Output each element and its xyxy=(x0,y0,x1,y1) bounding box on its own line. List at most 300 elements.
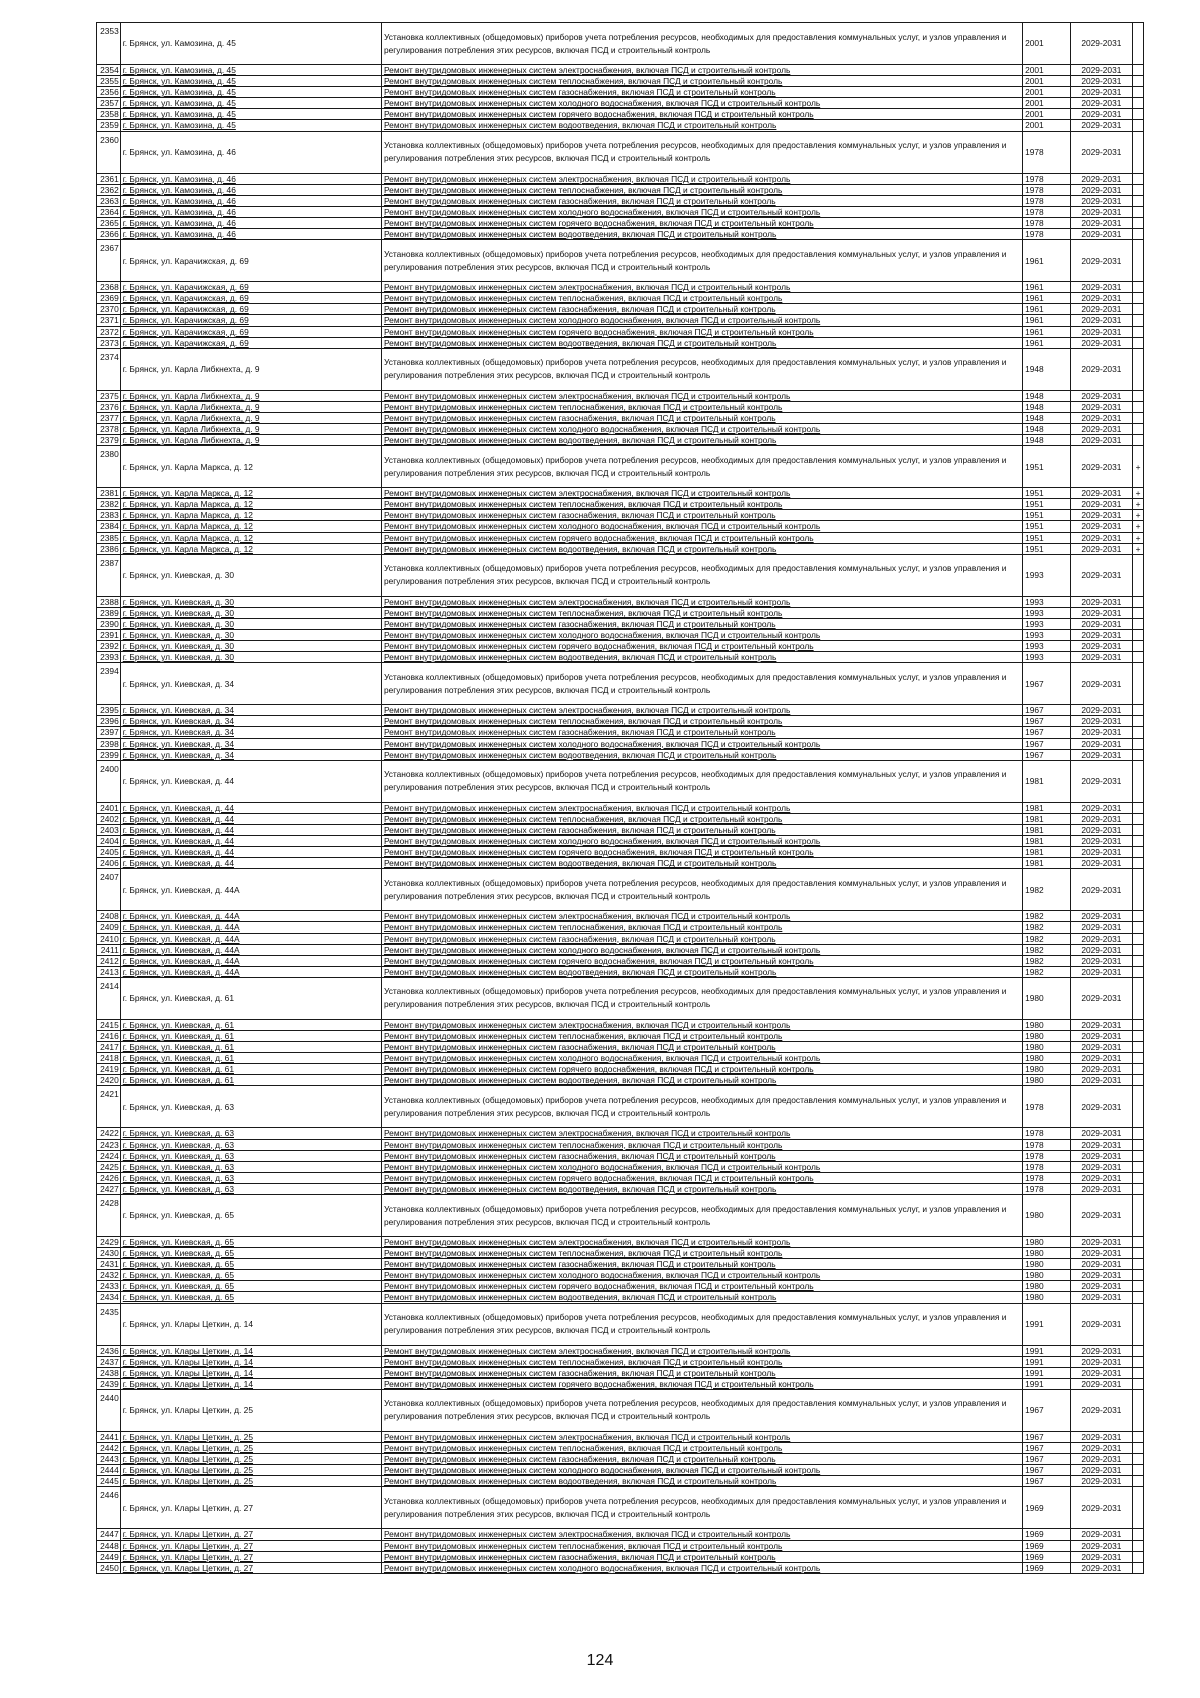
year-built-cell: 1967 xyxy=(1023,663,1070,705)
row-number-cell: 2363 xyxy=(97,195,121,206)
planned-period-cell: 2029-2031 xyxy=(1070,1367,1133,1378)
year-built-cell: 1980 xyxy=(1023,1053,1070,1064)
mark-cell xyxy=(1133,1345,1144,1356)
work-type-cell: Установка коллективных (общедомовых) приборов учета потребления ресурсов, необходимых для предоставления коммунальных услуг, и узлов управления и регулирования потребления этих ресурсов, включая ПСД и строительный контроль xyxy=(381,663,1022,705)
table-row xyxy=(97,1465,1144,1476)
row-number-cell: 2393 xyxy=(97,652,121,663)
mark-cell xyxy=(1133,76,1144,87)
mark-cell xyxy=(1133,1139,1144,1150)
work-type-cell: Ремонт внутридомовых инженерных систем холодного водоснабжения, включая ПСД и строительный контроль xyxy=(381,630,1022,641)
year-built-cell: 1978 xyxy=(1023,173,1070,184)
address-cell: г. Брянск, ул. Камозина, д. 45 xyxy=(120,120,381,131)
mark-cell xyxy=(1133,1465,1144,1476)
row-number-cell: 2439 xyxy=(97,1378,121,1389)
mark-cell xyxy=(1133,966,1144,977)
year-built-cell: 1961 xyxy=(1023,282,1070,293)
work-type-cell: Ремонт внутридомовых инженерных систем горячего водоснабжения, включая ПСД и строительный контроль xyxy=(381,109,1022,120)
work-type-cell: Установка коллективных (общедомовых) приборов учета потребления ресурсов, необходимых для предоставления коммунальных услуг, и узлов управления и регулирования потребления этих ресурсов, включая ПСД и строительный контроль xyxy=(381,554,1022,596)
planned-period-cell: 2029-2031 xyxy=(1070,87,1133,98)
planned-period-cell: 2029-2031 xyxy=(1070,98,1133,109)
year-built-cell: 1961 xyxy=(1023,293,1070,304)
year-built-cell: 1980 xyxy=(1023,1270,1070,1281)
year-built-cell: 1948 xyxy=(1023,401,1070,412)
table-row xyxy=(97,206,1144,217)
row-number-cell: 2436 xyxy=(97,1345,121,1356)
year-built-cell: 1969 xyxy=(1023,1487,1070,1529)
work-type-cell: Ремонт внутридомовых инженерных систем электроснабжения, включая ПСД и строительный контроль xyxy=(381,173,1022,184)
year-built-cell: 1982 xyxy=(1023,933,1070,944)
mark-cell xyxy=(1133,195,1144,206)
row-number-cell: 2374 xyxy=(97,348,121,390)
row-number-cell: 2401 xyxy=(97,802,121,813)
row-number-cell: 2395 xyxy=(97,705,121,716)
year-built-cell: 1980 xyxy=(1023,1030,1070,1041)
address-cell: г. Брянск, ул. Клары Цеткин, д. 25 xyxy=(120,1431,381,1442)
address-cell: г. Брянск, ул. Киевская, д. 30 xyxy=(120,641,381,652)
work-type-cell: Ремонт внутридомовых инженерных систем теплоснабжения, включая ПСД и строительный контроль xyxy=(381,76,1022,87)
address-cell: г. Брянск, ул. Клары Цеткин, д. 14 xyxy=(120,1367,381,1378)
planned-period-cell: 2029-2031 xyxy=(1070,1183,1133,1194)
work-type-cell: Ремонт внутридомовых инженерных систем газоснабжения, включая ПСД и строительный контроль xyxy=(381,87,1022,98)
year-built-cell: 1948 xyxy=(1023,435,1070,446)
row-number-cell: 2415 xyxy=(97,1019,121,1030)
year-built-cell: 1978 xyxy=(1023,1150,1070,1161)
year-built-cell: 1967 xyxy=(1023,1431,1070,1442)
year-built-cell: 1948 xyxy=(1023,412,1070,423)
planned-period-cell: 2029-2031 xyxy=(1070,966,1133,977)
work-type-cell: Ремонт внутридомовых инженерных систем холодного водоснабжения, включая ПСД и строительный контроль xyxy=(381,315,1022,326)
planned-period-cell: 2029-2031 xyxy=(1070,944,1133,955)
address-cell: г. Брянск, ул. Карла Либкнехта, д. 9 xyxy=(120,390,381,401)
planned-period-cell: 2029-2031 xyxy=(1070,847,1133,858)
planned-period-cell: 2029-2031 xyxy=(1070,109,1133,120)
address-cell: г. Брянск, ул. Киевская, д. 44 xyxy=(120,760,381,802)
row-number-cell: 2378 xyxy=(97,423,121,434)
planned-period-cell: 2029-2031 xyxy=(1070,955,1133,966)
work-type-cell: Ремонт внутридомовых инженерных систем теплоснабжения, включая ПСД и строительный контроль xyxy=(381,401,1022,412)
work-type-cell: Ремонт внутридомовых инженерных систем холодного водоснабжения, включая ПСД и строительный контроль xyxy=(381,1465,1022,1476)
mark-cell xyxy=(1133,1454,1144,1465)
table-row xyxy=(97,217,1144,228)
mark-cell xyxy=(1133,716,1144,727)
year-built-cell: 1948 xyxy=(1023,423,1070,434)
table-row xyxy=(97,229,1144,240)
row-number-cell: 2435 xyxy=(97,1303,121,1345)
table-row xyxy=(97,858,1144,869)
table-row xyxy=(97,716,1144,727)
table-row xyxy=(97,641,1144,652)
work-type-cell: Ремонт внутридомовых инженерных систем газоснабжения, включая ПСД и строительный контроль xyxy=(381,727,1022,738)
mark-cell xyxy=(1133,1562,1144,1573)
row-number-cell: 2381 xyxy=(97,488,121,499)
work-type-cell: Установка коллективных (общедомовых) приборов учета потребления ресурсов, необходимых для предоставления коммунальных услуг, и узлов управления и регулирования потребления этих ресурсов, включая ПСД и строительный контроль xyxy=(381,348,1022,390)
address-cell: г. Брянск, ул. Киевская, д. 65 xyxy=(120,1248,381,1259)
work-type-cell: Ремонт внутридомовых инженерных систем электроснабжения, включая ПСД и строительный контроль xyxy=(381,1237,1022,1248)
work-type-cell: Ремонт внутридомовых инженерных систем электроснабжения, включая ПСД и строительный контроль xyxy=(381,1128,1022,1139)
row-number-cell: 2437 xyxy=(97,1356,121,1367)
table-row xyxy=(97,1551,1144,1562)
row-number-cell: 2360 xyxy=(97,131,121,173)
mark-cell: + xyxy=(1133,510,1144,521)
mark-cell xyxy=(1133,304,1144,315)
year-built-cell: 1967 xyxy=(1023,1454,1070,1465)
table-row xyxy=(97,1345,1144,1356)
mark-cell xyxy=(1133,922,1144,933)
mark-cell xyxy=(1133,1086,1144,1128)
mark-cell xyxy=(1133,933,1144,944)
planned-period-cell: 2029-2031 xyxy=(1070,120,1133,131)
table-row xyxy=(97,195,1144,206)
address-cell: г. Брянск, ул. Киевская, д. 30 xyxy=(120,630,381,641)
row-number-cell: 2430 xyxy=(97,1248,121,1259)
table-row xyxy=(97,390,1144,401)
planned-period-cell: 2029-2031 xyxy=(1070,1086,1133,1128)
work-type-cell: Ремонт внутридомовых инженерных систем электроснабжения, включая ПСД и строительный контроль xyxy=(381,390,1022,401)
planned-period-cell: 2029-2031 xyxy=(1070,423,1133,434)
year-built-cell: 2001 xyxy=(1023,23,1070,65)
work-type-cell: Ремонт внутридомовых инженерных систем водоотведения, включая ПСД и строительный контроль xyxy=(381,120,1022,131)
row-number-cell: 2402 xyxy=(97,813,121,824)
planned-period-cell: 2029-2031 xyxy=(1070,184,1133,195)
row-number-cell: 2359 xyxy=(97,120,121,131)
row-number-cell: 2368 xyxy=(97,282,121,293)
mark-cell xyxy=(1133,1270,1144,1281)
address-cell: г. Брянск, ул. Клары Цеткин, д. 25 xyxy=(120,1389,381,1431)
year-built-cell: 1982 xyxy=(1023,922,1070,933)
work-type-cell: Установка коллективных (общедомовых) приборов учета потребления ресурсов, необходимых для предоставления коммунальных услуг, и узлов управления и регулирования потребления этих ресурсов, включая ПСД и строительный контроль xyxy=(381,869,1022,911)
work-type-cell: Ремонт внутридомовых инженерных систем холодного водоснабжения, включая ПСД и строительный контроль xyxy=(381,423,1022,434)
table-row xyxy=(97,1303,1144,1345)
mark-cell xyxy=(1133,1019,1144,1030)
work-type-cell: Ремонт внутридомовых инженерных систем теплоснабжения, включая ПСД и строительный контроль xyxy=(381,1248,1022,1259)
work-type-cell: Установка коллективных (общедомовых) приборов учета потребления ресурсов, необходимых для предоставления коммунальных услуг, и узлов управления и регулирования потребления этих ресурсов, включая ПСД и строительный контроль xyxy=(381,1389,1022,1431)
planned-period-cell: 2029-2031 xyxy=(1070,401,1133,412)
planned-period-cell: 2029-2031 xyxy=(1070,727,1133,738)
planned-period-cell: 2029-2031 xyxy=(1070,543,1133,554)
year-built-cell: 1978 xyxy=(1023,217,1070,228)
work-type-cell: Ремонт внутридомовых инженерных систем водоотведения, включая ПСД и строительный контроль xyxy=(381,1292,1022,1303)
row-number-cell: 2438 xyxy=(97,1367,121,1378)
table-row xyxy=(97,1161,1144,1172)
year-built-cell: 1978 xyxy=(1023,206,1070,217)
table-body xyxy=(97,23,1144,1574)
table-row xyxy=(97,1030,1144,1041)
table-row xyxy=(97,813,1144,824)
table-row xyxy=(97,184,1144,195)
mark-cell: + xyxy=(1133,543,1144,554)
work-type-cell: Ремонт внутридомовых инженерных систем горячего водоснабжения, включая ПСД и строительный контроль xyxy=(381,326,1022,337)
planned-period-cell: 2029-2031 xyxy=(1070,813,1133,824)
year-built-cell: 2001 xyxy=(1023,87,1070,98)
row-number-cell: 2397 xyxy=(97,727,121,738)
work-type-cell: Установка коллективных (общедомовых) приборов учета потребления ресурсов, необходимых для предоставления коммунальных услуг, и узлов управления и регулирования потребления этих ресурсов, включая ПСД и строительный контроль xyxy=(381,1487,1022,1529)
table-row xyxy=(97,652,1144,663)
planned-period-cell: 2029-2031 xyxy=(1070,824,1133,835)
row-number-cell: 2421 xyxy=(97,1086,121,1128)
table-row xyxy=(97,749,1144,760)
year-built-cell: 1978 xyxy=(1023,195,1070,206)
year-built-cell: 1980 xyxy=(1023,1019,1070,1030)
mark-cell xyxy=(1133,760,1144,802)
year-built-cell: 1967 xyxy=(1023,1389,1070,1431)
planned-period-cell: 2029-2031 xyxy=(1070,1345,1133,1356)
mark-cell: + xyxy=(1133,446,1144,488)
mark-cell xyxy=(1133,1064,1144,1075)
planned-period-cell: 2029-2031 xyxy=(1070,836,1133,847)
row-number-cell: 2424 xyxy=(97,1150,121,1161)
address-cell: г. Брянск, ул. Клары Цеткин, д. 14 xyxy=(120,1356,381,1367)
work-type-cell: Ремонт внутридомовых инженерных систем горячего водоснабжения, включая ПСД и строительный контроль xyxy=(381,1064,1022,1075)
table-row xyxy=(97,401,1144,412)
year-built-cell: 1982 xyxy=(1023,911,1070,922)
work-type-cell: Ремонт внутридомовых инженерных систем теплоснабжения, включая ПСД и строительный контроль xyxy=(381,1139,1022,1150)
row-number-cell: 2413 xyxy=(97,966,121,977)
work-type-cell: Ремонт внутридомовых инженерных систем газоснабжения, включая ПСД и строительный контроль xyxy=(381,1551,1022,1562)
year-built-cell: 1980 xyxy=(1023,1237,1070,1248)
address-cell: г. Брянск, ул. Киевская, д. 44 xyxy=(120,836,381,847)
planned-period-cell: 2029-2031 xyxy=(1070,435,1133,446)
work-type-cell: Ремонт внутридомовых инженерных систем холодного водоснабжения, включая ПСД и строительный контроль xyxy=(381,206,1022,217)
work-type-cell: Ремонт внутридомовых инженерных систем холодного водоснабжения, включая ПСД и строительный контроль xyxy=(381,944,1022,955)
row-number-cell: 2391 xyxy=(97,630,121,641)
row-number-cell: 2398 xyxy=(97,738,121,749)
planned-period-cell: 2029-2031 xyxy=(1070,217,1133,228)
work-type-cell: Ремонт внутридомовых инженерных систем теплоснабжения, включая ПСД и строительный контроль xyxy=(381,1356,1022,1367)
table-row xyxy=(97,944,1144,955)
address-cell: г. Брянск, ул. Камозина, д. 45 xyxy=(120,65,381,76)
mark-cell xyxy=(1133,738,1144,749)
mark-cell xyxy=(1133,869,1144,911)
year-built-cell: 1993 xyxy=(1023,630,1070,641)
work-type-cell: Ремонт внутридомовых инженерных систем электроснабжения, включая ПСД и строительный контроль xyxy=(381,282,1022,293)
address-cell: г. Брянск, ул. Клары Цеткин, д. 25 xyxy=(120,1443,381,1454)
year-built-cell: 1980 xyxy=(1023,1259,1070,1270)
work-type-cell: Ремонт внутридомовых инженерных систем холодного водоснабжения, включая ПСД и строительный контроль xyxy=(381,738,1022,749)
year-built-cell: 1980 xyxy=(1023,1042,1070,1053)
year-built-cell: 1982 xyxy=(1023,869,1070,911)
address-cell: г. Брянск, ул. Киевская, д. 65 xyxy=(120,1259,381,1270)
year-built-cell: 1951 xyxy=(1023,488,1070,499)
table-row xyxy=(97,120,1144,131)
table-row xyxy=(97,1139,1144,1150)
address-cell: г. Брянск, ул. Киевская, д. 44А xyxy=(120,966,381,977)
table-row xyxy=(97,1195,1144,1237)
mark-cell xyxy=(1133,120,1144,131)
row-number-cell: 2376 xyxy=(97,401,121,412)
planned-period-cell: 2029-2031 xyxy=(1070,1042,1133,1053)
table-row xyxy=(97,543,1144,554)
address-cell: г. Брянск, ул. Камозина, д. 46 xyxy=(120,184,381,195)
work-type-cell: Ремонт внутридомовых инженерных систем водоотведения, включая ПСД и строительный контроль xyxy=(381,652,1022,663)
row-number-cell: 2450 xyxy=(97,1562,121,1573)
mark-cell xyxy=(1133,435,1144,446)
work-type-cell: Ремонт внутридомовых инженерных систем холодного водоснабжения, включая ПСД и строительный контроль xyxy=(381,836,1022,847)
page-number: 124 xyxy=(586,1652,614,1669)
table-row xyxy=(97,293,1144,304)
address-cell: г. Брянск, ул. Карачижская, д. 69 xyxy=(120,326,381,337)
mark-cell xyxy=(1133,173,1144,184)
year-built-cell: 1978 xyxy=(1023,184,1070,195)
row-number-cell: 2425 xyxy=(97,1161,121,1172)
address-cell: г. Брянск, ул. Карачижская, д. 69 xyxy=(120,337,381,348)
table-row xyxy=(97,423,1144,434)
row-number-cell: 2396 xyxy=(97,716,121,727)
mark-cell xyxy=(1133,1431,1144,1442)
year-built-cell: 1991 xyxy=(1023,1303,1070,1345)
row-number-cell: 2426 xyxy=(97,1172,121,1183)
planned-period-cell: 2029-2031 xyxy=(1070,738,1133,749)
address-cell: г. Брянск, ул. Карла Либкнехта, д. 9 xyxy=(120,348,381,390)
mark-cell xyxy=(1133,1248,1144,1259)
row-number-cell: 2379 xyxy=(97,435,121,446)
planned-period-cell: 2029-2031 xyxy=(1070,1454,1133,1465)
address-cell: г. Брянск, ул. Клары Цеткин, д. 14 xyxy=(120,1378,381,1389)
table-row xyxy=(97,1237,1144,1248)
mark-cell xyxy=(1133,1487,1144,1529)
year-built-cell: 1969 xyxy=(1023,1529,1070,1540)
work-type-cell: Ремонт внутридомовых инженерных систем электроснабжения, включая ПСД и строительный контроль xyxy=(381,1345,1022,1356)
table-row xyxy=(97,607,1144,618)
work-type-cell: Ремонт внутридомовых инженерных систем газоснабжения, включая ПСД и строительный контроль xyxy=(381,304,1022,315)
work-type-cell: Ремонт внутридомовых инженерных систем горячего водоснабжения, включая ПСД и строительный контроль xyxy=(381,1172,1022,1183)
table-row xyxy=(97,499,1144,510)
table-row xyxy=(97,966,1144,977)
table-row xyxy=(97,1053,1144,1064)
mark-cell xyxy=(1133,98,1144,109)
work-type-cell: Ремонт внутридомовых инженерных систем газоснабжения, включая ПСД и строительный контроль xyxy=(381,412,1022,423)
work-type-cell: Ремонт внутридомовых инженерных систем холодного водоснабжения, включая ПСД и строительный контроль xyxy=(381,1161,1022,1172)
address-cell: г. Брянск, ул. Киевская, д. 65 xyxy=(120,1281,381,1292)
row-number-cell: 2432 xyxy=(97,1270,121,1281)
year-built-cell: 1991 xyxy=(1023,1378,1070,1389)
table-row xyxy=(97,1487,1144,1529)
year-built-cell: 1993 xyxy=(1023,596,1070,607)
address-cell: г. Брянск, ул. Киевская, д. 44А xyxy=(120,922,381,933)
year-built-cell: 1967 xyxy=(1023,738,1070,749)
address-cell: г. Брянск, ул. Киевская, д. 30 xyxy=(120,652,381,663)
table-row xyxy=(97,109,1144,120)
address-cell: г. Брянск, ул. Камозина, д. 45 xyxy=(120,76,381,87)
planned-period-cell: 2029-2031 xyxy=(1070,65,1133,76)
address-cell: г. Брянск, ул. Карачижская, д. 69 xyxy=(120,304,381,315)
address-cell: г. Брянск, ул. Клары Цеткин, д. 25 xyxy=(120,1454,381,1465)
address-cell: г. Брянск, ул. Карачижская, д. 69 xyxy=(120,293,381,304)
address-cell: г. Брянск, ул. Киевская, д. 61 xyxy=(120,1053,381,1064)
planned-period-cell: 2029-2031 xyxy=(1070,705,1133,716)
work-type-cell: Ремонт внутридомовых инженерных систем электроснабжения, включая ПСД и строительный контроль xyxy=(381,1431,1022,1442)
table-row xyxy=(97,554,1144,596)
table-row xyxy=(97,131,1144,173)
address-cell: г. Брянск, ул. Киевская, д. 63 xyxy=(120,1172,381,1183)
row-number-cell: 2434 xyxy=(97,1292,121,1303)
table-row xyxy=(97,824,1144,835)
table-row xyxy=(97,315,1144,326)
planned-period-cell: 2029-2031 xyxy=(1070,1540,1133,1551)
work-type-cell: Ремонт внутридомовых инженерных систем газоснабжения, включая ПСД и строительный контроль xyxy=(381,195,1022,206)
row-number-cell: 2446 xyxy=(97,1487,121,1529)
address-cell: г. Брянск, ул. Камозина, д. 46 xyxy=(120,195,381,206)
work-type-cell: Ремонт внутридомовых инженерных систем газоснабжения, включая ПСД и строительный контроль xyxy=(381,1259,1022,1270)
work-type-cell: Ремонт внутридомовых инженерных систем водоотведения, включая ПСД и строительный контроль xyxy=(381,749,1022,760)
planned-period-cell: 2029-2031 xyxy=(1070,663,1133,705)
planned-period-cell: 2029-2031 xyxy=(1070,869,1133,911)
work-type-cell: Ремонт внутридомовых инженерных систем горячего водоснабжения, включая ПСД и строительный контроль xyxy=(381,641,1022,652)
planned-period-cell: 2029-2031 xyxy=(1070,304,1133,315)
address-cell: г. Брянск, ул. Карла Маркса, д. 12 xyxy=(120,510,381,521)
row-number-cell: 2409 xyxy=(97,922,121,933)
year-built-cell: 1980 xyxy=(1023,1195,1070,1237)
planned-period-cell: 2029-2031 xyxy=(1070,1172,1133,1183)
row-number-cell: 2366 xyxy=(97,229,121,240)
year-built-cell: 1951 xyxy=(1023,446,1070,488)
planned-period-cell: 2029-2031 xyxy=(1070,315,1133,326)
row-number-cell: 2418 xyxy=(97,1053,121,1064)
table-row xyxy=(97,510,1144,521)
address-cell: г. Брянск, ул. Киевская, д. 44 xyxy=(120,858,381,869)
table-row xyxy=(97,282,1144,293)
mark-cell xyxy=(1133,727,1144,738)
row-number-cell: 2412 xyxy=(97,955,121,966)
row-number-cell: 2411 xyxy=(97,944,121,955)
year-built-cell: 2001 xyxy=(1023,120,1070,131)
address-cell: г. Брянск, ул. Киевская, д. 61 xyxy=(120,1075,381,1086)
work-type-cell: Ремонт внутридомовых инженерных систем горячего водоснабжения, включая ПСД и строительный контроль xyxy=(381,955,1022,966)
row-number-cell: 2384 xyxy=(97,521,121,532)
year-built-cell: 1967 xyxy=(1023,727,1070,738)
table-row xyxy=(97,521,1144,532)
row-number-cell: 2355 xyxy=(97,76,121,87)
mark-cell xyxy=(1133,1042,1144,1053)
year-built-cell: 1981 xyxy=(1023,813,1070,824)
work-type-cell: Ремонт внутридомовых инженерных систем газоснабжения, включая ПСД и строительный контроль xyxy=(381,824,1022,835)
row-number-cell: 2377 xyxy=(97,412,121,423)
row-number-cell: 2403 xyxy=(97,824,121,835)
mark-cell xyxy=(1133,596,1144,607)
year-built-cell: 1981 xyxy=(1023,836,1070,847)
mark-cell xyxy=(1133,1529,1144,1540)
work-type-cell: Установка коллективных (общедомовых) приборов учета потребления ресурсов, необходимых для предоставления коммунальных услуг, и узлов управления и регулирования потребления этих ресурсов, включая ПСД и строительный контроль xyxy=(381,240,1022,282)
mark-cell xyxy=(1133,749,1144,760)
planned-period-cell: 2029-2031 xyxy=(1070,240,1133,282)
address-cell: г. Брянск, ул. Карла Маркса, д. 12 xyxy=(120,499,381,510)
row-number-cell: 2354 xyxy=(97,65,121,76)
table-row xyxy=(97,1367,1144,1378)
table-row xyxy=(97,65,1144,76)
mark-cell xyxy=(1133,401,1144,412)
address-cell: г. Брянск, ул. Киевская, д. 30 xyxy=(120,607,381,618)
address-cell: г. Брянск, ул. Киевская, д. 34 xyxy=(120,738,381,749)
work-type-cell: Ремонт внутридомовых инженерных систем электроснабжения, включая ПСД и строительный контроль xyxy=(381,802,1022,813)
work-type-cell: Ремонт внутридомовых инженерных систем холодного водоснабжения, включая ПСД и строительный контроль xyxy=(381,1270,1022,1281)
row-number-cell: 2427 xyxy=(97,1183,121,1194)
year-built-cell: 1993 xyxy=(1023,652,1070,663)
work-type-cell: Ремонт внутридомовых инженерных систем электроснабжения, включая ПСД и строительный контроль xyxy=(381,1019,1022,1030)
table-row xyxy=(97,348,1144,390)
planned-period-cell: 2029-2031 xyxy=(1070,1075,1133,1086)
mark-cell xyxy=(1133,23,1144,65)
row-number-cell: 2422 xyxy=(97,1128,121,1139)
row-number-cell: 2375 xyxy=(97,390,121,401)
work-type-cell: Ремонт внутридомовых инженерных систем газоснабжения, включая ПСД и строительный контроль xyxy=(381,1150,1022,1161)
year-built-cell: 1993 xyxy=(1023,641,1070,652)
work-type-cell: Установка коллективных (общедомовых) приборов учета потребления ресурсов, необходимых для предоставления коммунальных услуг, и узлов управления и регулирования потребления этих ресурсов, включая ПСД и строительный контроль xyxy=(381,446,1022,488)
table-row xyxy=(97,705,1144,716)
address-cell: г. Брянск, ул. Камозина, д. 46 xyxy=(120,173,381,184)
mark-cell xyxy=(1133,282,1144,293)
work-type-cell: Ремонт внутридомовых инженерных систем электроснабжения, включая ПСД и строительный контроль xyxy=(381,911,1022,922)
planned-period-cell: 2029-2031 xyxy=(1070,229,1133,240)
year-built-cell: 1961 xyxy=(1023,304,1070,315)
